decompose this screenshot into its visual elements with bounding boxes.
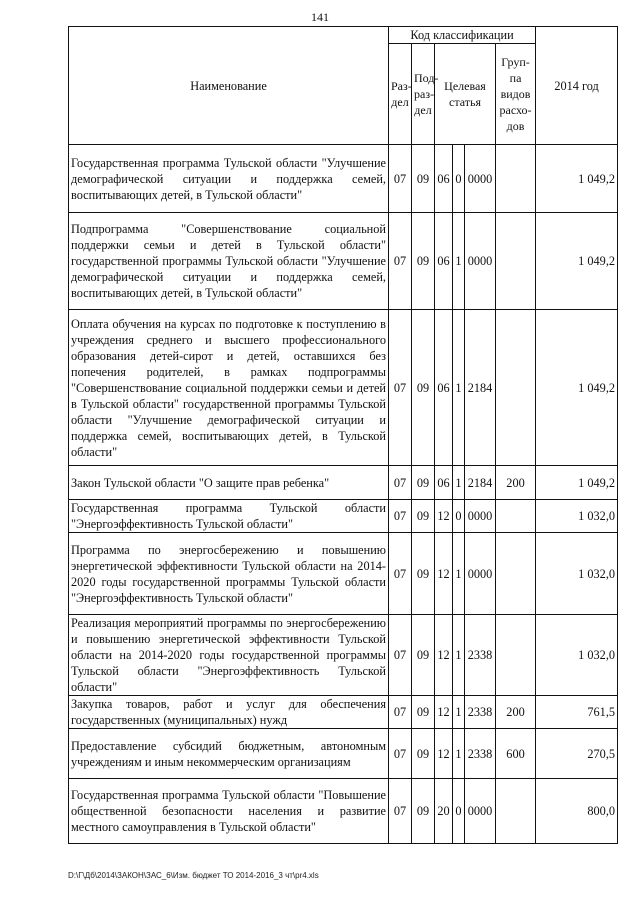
- row-target-program: 12: [435, 696, 453, 729]
- table-row: [69, 729, 618, 779]
- header-podrazdel: Под-раз-дел: [412, 44, 435, 145]
- header-expense-group: Груп-па видов расхо-дов: [496, 44, 536, 145]
- row-expense-group: [496, 779, 536, 844]
- row-razdel: 07: [389, 729, 412, 779]
- row-expense-group: [496, 533, 536, 615]
- table-row: [69, 779, 618, 844]
- row-target-direction: 2184: [465, 466, 496, 500]
- row-amount: 1 049,2: [536, 145, 618, 213]
- row-target-program: 06: [435, 145, 453, 213]
- row-expense-group: 600: [496, 729, 536, 779]
- row-razdel: 07: [389, 533, 412, 615]
- row-expense-group: 200: [496, 696, 536, 729]
- row-podrazdel: 09: [412, 500, 435, 533]
- row-target-subprogram: 1: [453, 615, 465, 696]
- table-row: [69, 696, 618, 729]
- row-name: Реализация мероприятий программы по энергосбережению и повышению энергетической эффективности Тульской области на 2014-2020 годы государственной программы Тульской области "Энергоэффективность Тульской области": [69, 615, 389, 696]
- row-amount: 761,5: [536, 696, 618, 729]
- row-target-direction: 0000: [465, 533, 496, 615]
- row-podrazdel: 09: [412, 729, 435, 779]
- row-podrazdel: 09: [412, 213, 435, 310]
- row-target-subprogram: 1: [453, 213, 465, 310]
- row-target-direction: 0000: [465, 779, 496, 844]
- row-podrazdel: 09: [412, 310, 435, 466]
- row-name: Закупка товаров, работ и услуг для обеспечения государственных (муниципальных) нужд: [69, 696, 389, 729]
- row-name: Закон Тульской области "О защите прав ребенка": [69, 466, 389, 500]
- row-target-subprogram: 1: [453, 310, 465, 466]
- header-row-top: [69, 27, 618, 44]
- row-razdel: 07: [389, 145, 412, 213]
- row-target-program: 20: [435, 779, 453, 844]
- row-name: Оплата обучения на курсах по подготовке к поступлению в учреждения среднего и высшего профессионального образования детей-сирот и детей, оставшихся без попечения родителей, в рамках подпрограммы "Совершенствование социальной поддержки семьи и детей в Тульской области" государственной программы Тульской области "Улучшение демографической ситуации и поддержка семей, воспитывающих детей, в Тульской области": [69, 310, 389, 466]
- row-podrazdel: 09: [412, 466, 435, 500]
- row-target-subprogram: 0: [453, 500, 465, 533]
- row-amount: 1 049,2: [536, 310, 618, 466]
- row-razdel: 07: [389, 779, 412, 844]
- row-podrazdel: 09: [412, 615, 435, 696]
- row-razdel: 07: [389, 466, 412, 500]
- row-name: Предоставление субсидий бюджетным, автономным учреждениям и иным некоммерческим организациям: [69, 729, 389, 779]
- row-target-subprogram: 1: [453, 696, 465, 729]
- row-amount: 800,0: [536, 779, 618, 844]
- row-target-direction: 0000: [465, 145, 496, 213]
- file-path-footer: D:\Г\Дб\2014\ЗАКОН\ЗАС_6\Изм. бюджет ТО 2014-2016_3 чт\pr4.xls: [68, 871, 319, 880]
- row-target-direction: 2338: [465, 696, 496, 729]
- row-name: Программа по энергосбережению и повышению энергетической эффективности Тульской области на 2014-2020 годы государственной программы Тульской области "Энергоэффективность Тульской области": [69, 533, 389, 615]
- row-target-program: 06: [435, 213, 453, 310]
- row-expense-group: [496, 310, 536, 466]
- row-target-subprogram: 0: [453, 145, 465, 213]
- row-razdel: 07: [389, 310, 412, 466]
- row-expense-group: 200: [496, 466, 536, 500]
- row-name: Государственная программа Тульской области "Улучшение демографической ситуации и поддержка семей, воспитывающих детей, в Тульской области": [69, 145, 389, 213]
- row-amount: 1 032,0: [536, 500, 618, 533]
- row-podrazdel: 09: [412, 533, 435, 615]
- header-target-article: Целевая статья: [435, 44, 496, 145]
- row-target-direction: 0000: [465, 500, 496, 533]
- row-target-program: 12: [435, 615, 453, 696]
- row-expense-group: [496, 615, 536, 696]
- row-target-program: 06: [435, 310, 453, 466]
- table-row: [69, 615, 618, 696]
- row-target-program: 12: [435, 533, 453, 615]
- row-target-program: 06: [435, 466, 453, 500]
- row-podrazdel: 09: [412, 696, 435, 729]
- row-amount: 1 049,2: [536, 466, 618, 500]
- row-target-direction: 2338: [465, 615, 496, 696]
- row-target-program: 12: [435, 500, 453, 533]
- row-razdel: 07: [389, 615, 412, 696]
- row-target-subprogram: 1: [453, 533, 465, 615]
- row-razdel: 07: [389, 500, 412, 533]
- row-target-subprogram: 1: [453, 466, 465, 500]
- row-expense-group: [496, 213, 536, 310]
- header-code-group: Код классификации: [389, 27, 536, 44]
- row-razdel: 07: [389, 696, 412, 729]
- table-row: [69, 213, 618, 310]
- row-podrazdel: 09: [412, 145, 435, 213]
- row-amount: 1 032,0: [536, 615, 618, 696]
- row-podrazdel: 09: [412, 779, 435, 844]
- row-expense-group: [496, 145, 536, 213]
- row-razdel: 07: [389, 213, 412, 310]
- row-target-subprogram: 0: [453, 779, 465, 844]
- row-expense-group: [496, 500, 536, 533]
- table-row: [69, 145, 618, 213]
- table-row: [69, 466, 618, 500]
- row-target-subprogram: 1: [453, 729, 465, 779]
- row-name: Государственная программа Тульской области "Энергоэффективность Тульской области": [69, 500, 389, 533]
- row-name: Государственная программа Тульской области "Повышение общественной безопасности населения и развитие местного самоуправления в Тульской области": [69, 779, 389, 844]
- row-amount: 270,5: [536, 729, 618, 779]
- row-target-program: 12: [435, 729, 453, 779]
- row-amount: 1 032,0: [536, 533, 618, 615]
- header-razdel: Раз-дел: [389, 44, 412, 145]
- budget-table: [68, 26, 618, 844]
- row-target-direction: 2338: [465, 729, 496, 779]
- row-amount: 1 049,2: [536, 213, 618, 310]
- page-number: 141: [311, 10, 329, 24]
- row-name: Подпрограмма "Совершенствование социальной поддержки семьи и детей в Тульской области" государственной программы Тульской области "Улучшение демографической ситуации и поддержка семей, воспитывающих детей, в Тульской области": [69, 213, 389, 310]
- row-target-direction: 0000: [465, 213, 496, 310]
- row-target-direction: 2184: [465, 310, 496, 466]
- header-name: Наименование: [69, 27, 389, 145]
- table-row: [69, 500, 618, 533]
- header-year: 2014 год: [536, 27, 618, 145]
- table-row: [69, 310, 618, 466]
- table-row: [69, 533, 618, 615]
